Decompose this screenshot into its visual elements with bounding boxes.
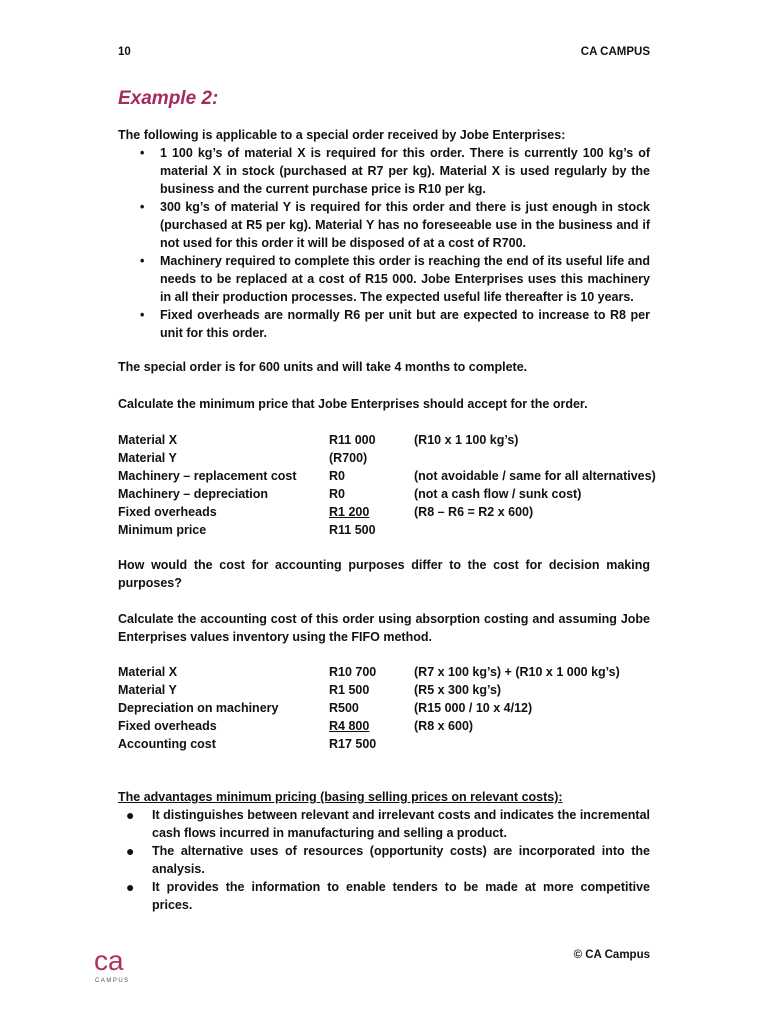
table-row: Depreciation on machinery R500 (R15 000 / 10 x 4/12) — [118, 701, 533, 715]
question-minimum-price: Calculate the minimum price that Jobe Enterprises should accept for the order. — [118, 397, 588, 411]
table-row: Fixed overheads R4 800 (R8 x 600) — [118, 719, 474, 733]
bullet-icon: • — [140, 308, 145, 322]
minimum-price-table — [118, 431, 656, 539]
bullet-icon: • — [140, 200, 145, 214]
table-row: Accounting cost R17 500 — [118, 737, 377, 751]
list-item: • Machinery required to complete this order is reaching the end of its useful life and needs to be replaced at a cost of R15 000. Jobe Enterprises uses this machinery in all their production processes. The expected useful life thereafter is 10 years. — [140, 254, 650, 304]
list-item: • 300 kg’s of material Y is required for this order and there is just enough in stock (purchased at R5 per kg). Material Y has no foreseeable use in the business and if not used for this order it will be disposed of at a cost of R700. — [140, 200, 650, 250]
header-brand: CA CAMPUS — [580, 46, 650, 58]
question-accounting-cost: Calculate the accounting cost of this order using absorption costing and assuming Jobe Enterprises values inventory using the FIFO method. — [118, 612, 650, 644]
table-row: Fixed overheads R1 200 (R8 – R6 = R2 x 600) — [118, 505, 534, 519]
table-row: Material X R10 700 (R7 x 100 kg’s) + (R10 x 1 000 kg’s) — [118, 665, 620, 679]
page-number: 10 — [118, 46, 131, 58]
bullet-icon: • — [140, 254, 145, 268]
table-row: Machinery – depreciation R0 (not a cash flow / sunk cost) — [118, 487, 582, 501]
order-note: The special order is for 600 units and will take 4 months to complete. — [118, 360, 528, 374]
question-accounting-vs-decision: How would the cost for accounting purposes differ to the cost for decision making purposes? — [118, 558, 650, 590]
list-item: ● It provides the information to enable tenders to be made at more competitive prices. — [126, 879, 650, 912]
table-row: Material Y (R700) — [118, 451, 368, 465]
table-row: Material Y R1 500 (R5 x 300 kg’s) — [118, 683, 502, 697]
facts-list — [118, 144, 650, 342]
bullet-icon: ● — [126, 843, 135, 859]
table-row: Minimum price R11 500 — [118, 523, 376, 537]
bullet-icon: ● — [126, 879, 135, 895]
advantages-list — [118, 806, 650, 914]
list-item: ● The alternative uses of resources (opportunity costs) are incorporated into the analysis. — [126, 843, 650, 876]
list-item: • 1 100 kg’s of material X is required for this order. There is currently 100 kg’s of material X in stock (purchased at R7 per kg). Material X is used regularly by the business and the current purchase price is R10 per kg. — [140, 146, 650, 196]
copyright-notice: © CA Campus — [573, 949, 650, 961]
list-item: • Fixed overheads are normally R6 per unit but are expected to increase to R8 per unit for this order. — [140, 308, 650, 340]
advantages-section — [118, 788, 650, 914]
intro-section — [118, 126, 650, 342]
bullet-icon: • — [140, 146, 145, 160]
list-item: ● It distinguishes between relevant and irrelevant costs and indicates the incremental cash flows incurred in manufacturing and selling a product. — [126, 807, 650, 840]
intro-text: The following is applicable to a special order received by Jobe Enterprises: — [118, 128, 566, 142]
logo-caption: CAMPUS — [95, 978, 130, 984]
bullet-icon: ● — [126, 807, 135, 823]
example-title: Example 2: — [118, 88, 219, 109]
svg-text:ca: ca — [94, 945, 124, 976]
table-row: Material X R11 000 (R10 x 1 100 kg’s) — [118, 433, 519, 447]
table-row: Machinery – replacement cost R0 (not avoidable / same for all alternatives) — [118, 469, 656, 483]
accounting-cost-table — [118, 663, 620, 753]
advantages-heading: The advantages minimum pricing (basing selling prices on relevant costs): — [118, 790, 563, 804]
